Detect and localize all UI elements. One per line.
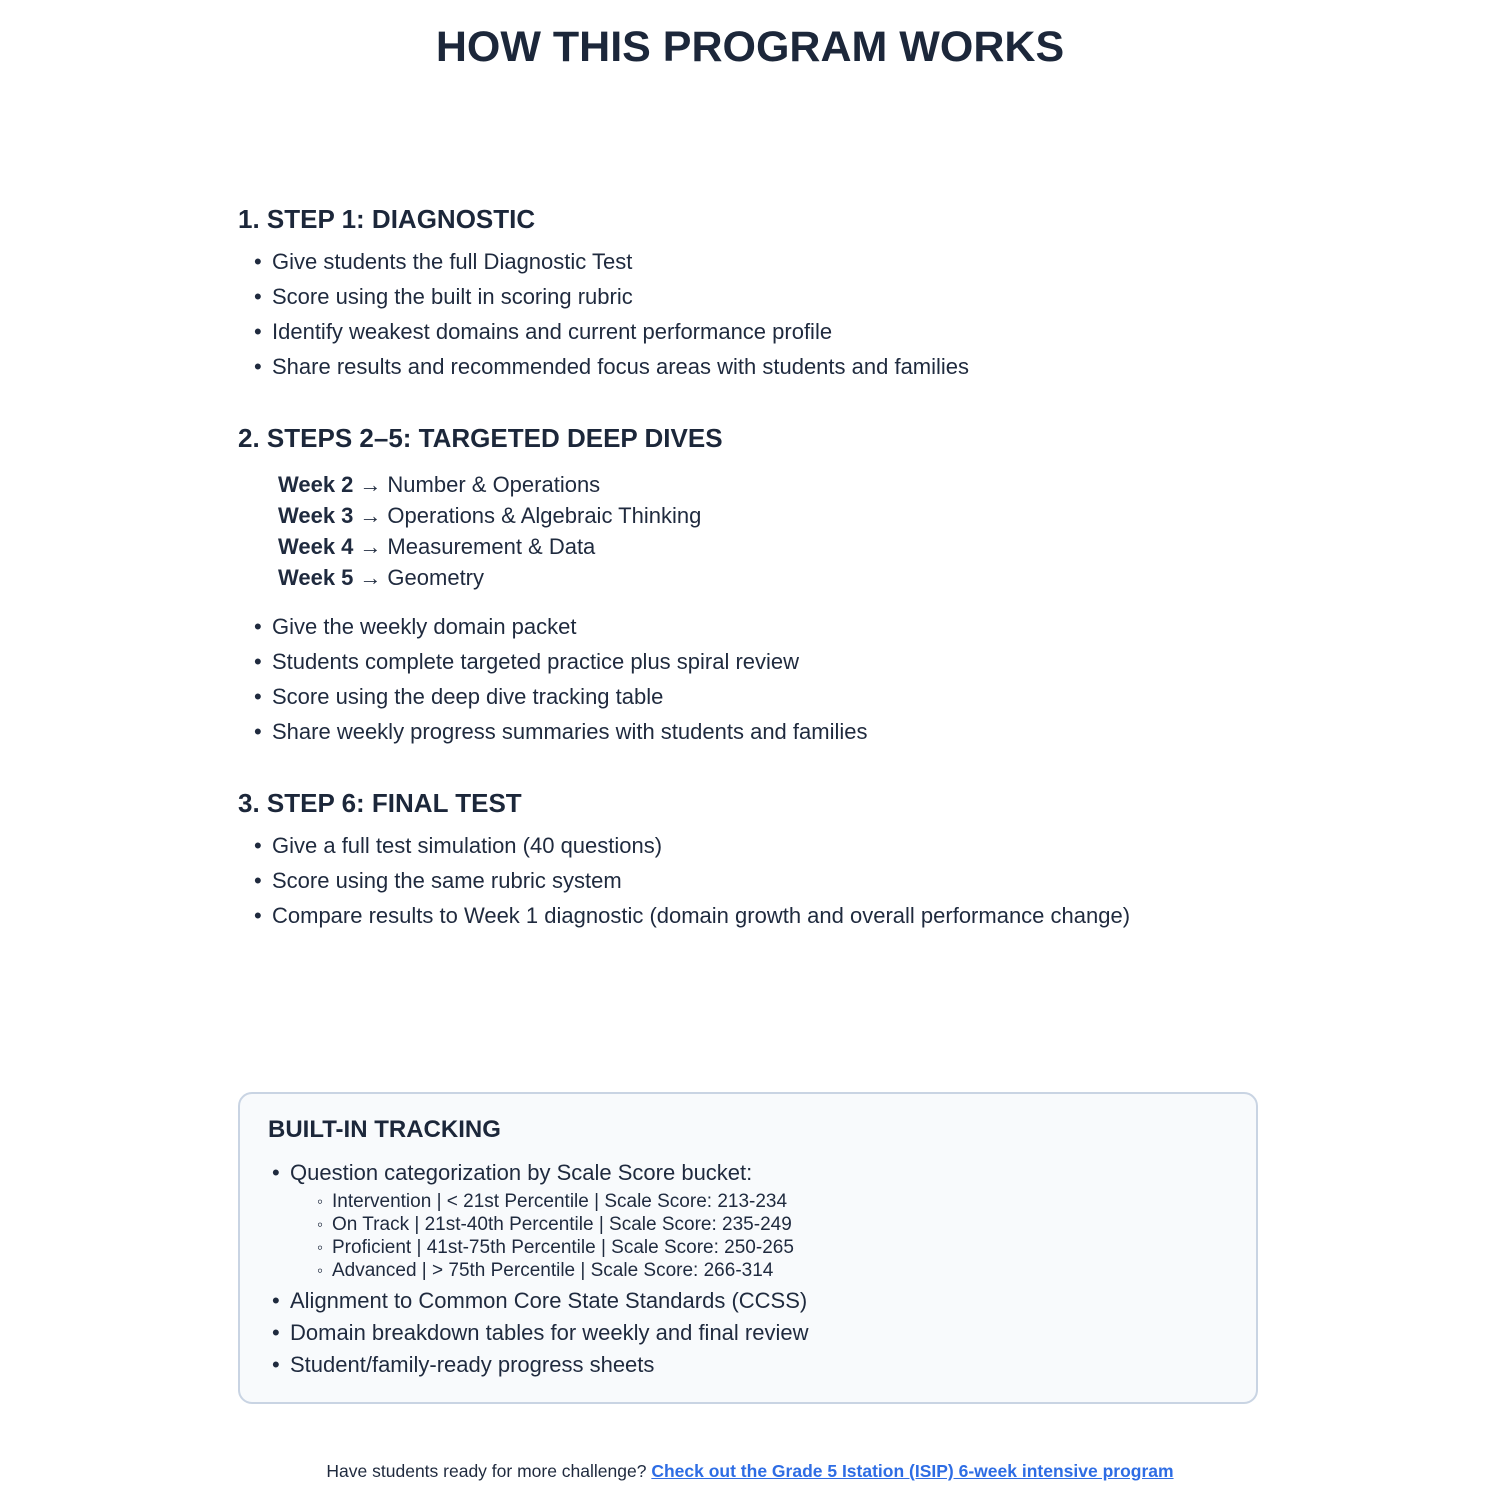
list-item (254, 250, 1262, 274)
list-item (272, 1352, 1228, 1378)
sub-bullet-icon: ◦ (317, 1215, 324, 1234)
bullet-icon: • (254, 649, 262, 674)
bullet-list (238, 250, 1262, 379)
list-item-text: Give students the full Diagnostic Test (272, 249, 633, 274)
section-step-6-final-test (238, 788, 1262, 928)
list-item-text: Student/family-ready progress sheets (290, 1352, 655, 1377)
bullet-icon: • (254, 319, 262, 344)
bullet-icon: • (254, 614, 262, 639)
section-title: STEP 1: DIAGNOSTIC (266, 204, 536, 234)
section-title: STEP 6: FINAL TEST (266, 788, 522, 818)
bullet-icon: • (272, 1352, 280, 1377)
tracking-bullet-list (268, 1160, 1228, 1378)
section-number: 3. (238, 788, 260, 818)
list-item-text: Score using the same rubric system (272, 868, 622, 893)
list-item (254, 320, 1262, 344)
section-heading (238, 423, 1262, 453)
list-item-text: Share weekly progress summaries with students and families (272, 719, 868, 744)
list-item-text: Advanced | > 75th Percentile | Scale Score: 266-314 (332, 1260, 774, 1281)
week-label: Week 2 (278, 472, 354, 497)
list-item-text: Students complete targeted practice plus spiral review (272, 649, 800, 674)
list-item (254, 615, 1262, 639)
footer-prompt-text: Have students ready for more challenge? (326, 1461, 647, 1481)
list-item (254, 685, 1262, 709)
list-item-text: Share results and recommended focus areas with students and families (272, 354, 970, 379)
list-item-text: Identify weakest domains and current performance profile (272, 319, 833, 344)
sub-bullet-icon: ◦ (317, 1192, 324, 1211)
arrow-icon: → (359, 503, 382, 528)
list-item (317, 1190, 1228, 1213)
list-item (317, 1259, 1228, 1282)
list-item-text: Question categorization by Scale Score bucket: (290, 1160, 753, 1185)
grade5-program-link[interactable]: Check out the Grade 5 Istation (ISIP) 6-week intensive program (651, 1461, 1174, 1481)
bullet-icon: • (272, 1288, 280, 1313)
bullet-icon: • (254, 684, 262, 709)
section-heading (238, 204, 1262, 234)
list-item (317, 1236, 1228, 1259)
section-step-1-diagnostic (238, 204, 1262, 379)
list-item-text: Compare results to Week 1 diagnostic (domain growth and overall performance change) (272, 903, 1131, 928)
week-label: Week 3 (278, 503, 354, 528)
week-line (278, 469, 1262, 500)
list-item-text: Score using the deep dive tracking table (272, 684, 664, 709)
sub-bullet-icon: ◦ (317, 1238, 324, 1257)
arrow-icon: → (359, 565, 382, 590)
week-label: Week 5 (278, 565, 354, 590)
week-target: Operations & Algebraic Thinking (387, 503, 702, 528)
list-item-text: Intervention | < 21st Percentile | Scale Score: 213-234 (332, 1191, 788, 1212)
list-item-text: Alignment to Common Core State Standards (CCSS) (290, 1288, 808, 1313)
list-item (272, 1160, 1228, 1282)
list-item-text: Give a full test simulation (40 questions) (272, 833, 663, 858)
bullet-icon: • (254, 868, 262, 893)
section-heading (238, 788, 1262, 818)
bullet-icon: • (254, 833, 262, 858)
list-item (254, 285, 1262, 309)
bullet-icon: • (254, 284, 262, 309)
list-item (272, 1288, 1228, 1314)
list-item-text: Proficient | 41st-75th Percentile | Scale Score: 250-265 (332, 1237, 794, 1258)
arrow-icon: → (359, 472, 382, 497)
page-title: HOW THIS PROGRAM WORKS (435, 23, 1065, 71)
list-item (254, 355, 1262, 379)
list-item-text: Domain breakdown tables for weekly and final review (290, 1320, 809, 1345)
week-target: Measurement & Data (387, 534, 596, 559)
scale-score-bucket-list (290, 1190, 1228, 1282)
week-target: Number & Operations (387, 472, 601, 497)
week-line (278, 531, 1262, 562)
bullet-icon: • (254, 903, 262, 928)
week-label: Week 4 (278, 534, 354, 559)
tracking-panel-title: BUILT-IN TRACKING (268, 1116, 501, 1143)
list-item (254, 869, 1262, 893)
list-item-text: On Track | 21st-40th Percentile | Scale Score: 235-249 (332, 1214, 792, 1235)
list-item (317, 1213, 1228, 1236)
sub-bullet-icon: ◦ (317, 1261, 324, 1280)
list-item (254, 650, 1262, 674)
list-item-text: Give the weekly domain packet (272, 614, 577, 639)
bullet-icon: • (272, 1320, 280, 1345)
bullet-icon: • (254, 719, 262, 744)
section-number: 2. (238, 423, 260, 453)
bullet-icon: • (272, 1160, 280, 1185)
bullet-list (238, 615, 1262, 744)
week-target: Geometry (387, 565, 485, 590)
week-line (278, 562, 1262, 593)
footer (0, 1460, 1500, 1482)
bullet-icon: • (254, 249, 262, 274)
list-item (254, 904, 1262, 928)
list-item (254, 834, 1262, 858)
bullet-list (238, 834, 1262, 928)
section-number: 1. (238, 204, 260, 234)
week-schedule (238, 469, 1262, 593)
main-content (238, 204, 1262, 928)
built-in-tracking-panel (238, 1092, 1258, 1404)
section-steps-2-5-deep-dives (238, 423, 1262, 744)
arrow-icon: → (359, 534, 382, 559)
list-item (254, 720, 1262, 744)
list-item (272, 1320, 1228, 1346)
list-item-text: Score using the built in scoring rubric (272, 284, 633, 309)
week-line (278, 500, 1262, 531)
section-title: STEPS 2–5: TARGETED DEEP DIVES (266, 423, 723, 453)
bullet-icon: • (254, 354, 262, 379)
